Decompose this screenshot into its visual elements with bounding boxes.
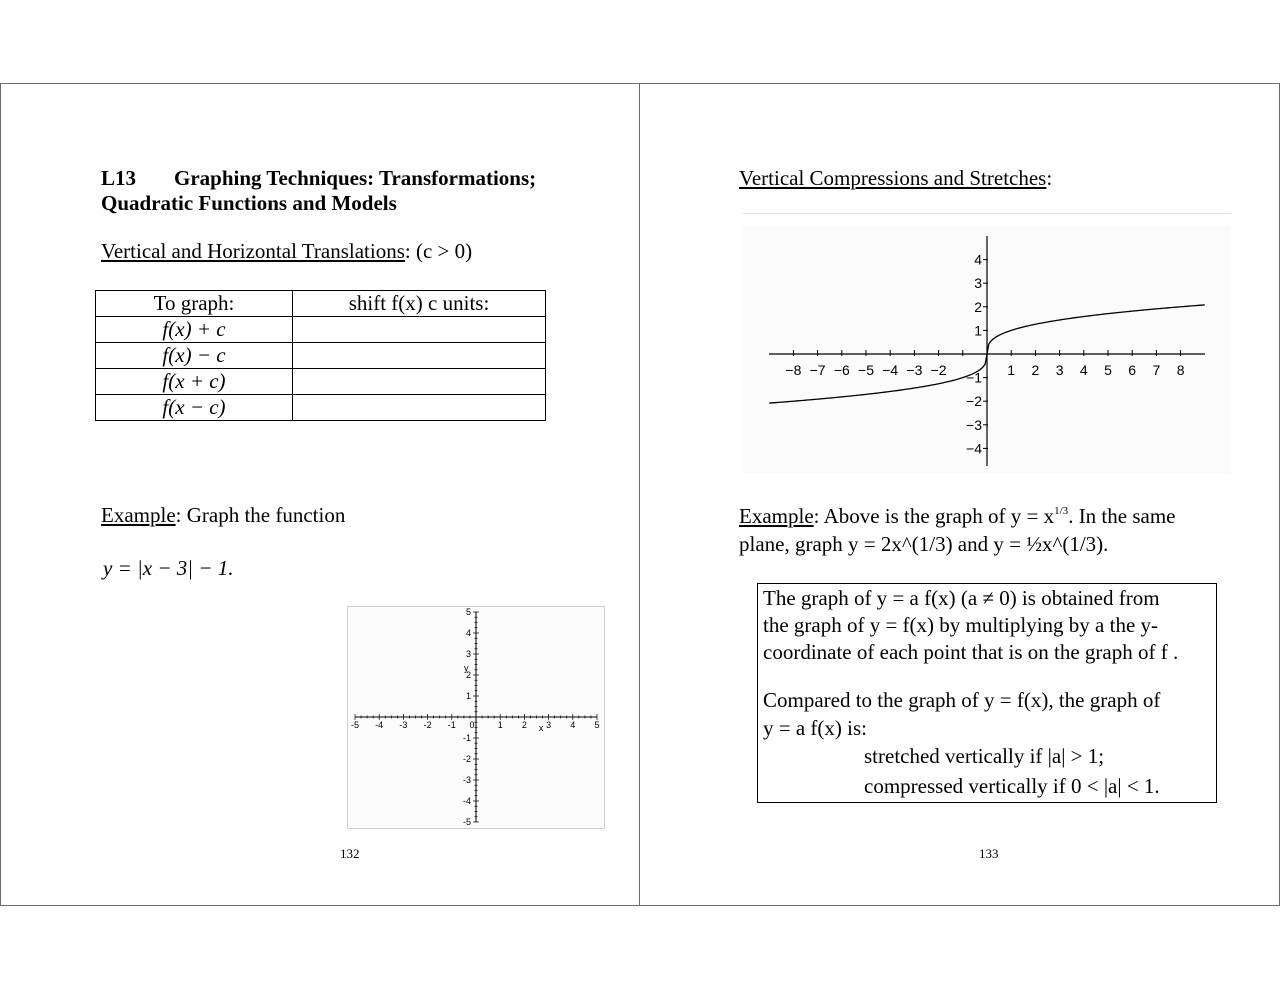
y-tick-label: −4 <box>966 440 982 457</box>
y-tick-label: −1 <box>966 369 982 386</box>
y-tick-label: 2 <box>465 670 471 680</box>
x-tick-label: 4 <box>1079 362 1088 378</box>
x-tick-label: 2 <box>521 720 527 730</box>
y-tick-label: -3 <box>462 775 471 785</box>
x-tick-label: 5 <box>594 720 600 730</box>
table-cell-function: f(x) − c <box>96 343 293 369</box>
table-cell-blank <box>293 317 546 343</box>
y-tick-label: 5 <box>465 607 471 617</box>
rule-line-2: the graph of y = f(x) by multiplying by a the y- <box>763 613 1159 637</box>
x-tick-label: 5 <box>1104 362 1112 378</box>
rule-line-compressed: compressed vertically if 0 < |a| < 1. <box>864 774 1160 798</box>
cube-root-chart <box>743 226 1231 474</box>
y-tick-label: 4 <box>465 628 471 638</box>
right-heading-row <box>739 166 1052 191</box>
x-tick-label: 0 <box>469 720 475 730</box>
lesson-title-line1: Graphing Techniques: Transformations; <box>174 166 537 190</box>
left-page-number: 132 <box>340 846 360 861</box>
rule-line-4: Compared to the graph of y = f(x), the graph of <box>763 688 1161 712</box>
x-tick-label: −7 <box>809 362 826 378</box>
x-tick-label: −4 <box>882 362 899 378</box>
x-tick-label: -4 <box>375 720 384 730</box>
table-header-row <box>96 291 546 317</box>
table-cell-blank <box>293 343 546 369</box>
x-tick-label: 1 <box>1007 362 1016 378</box>
rule-line-3: coordinate of each point that is on the graph of f . <box>763 640 1179 664</box>
left-example-row <box>101 503 345 528</box>
x-tick-label: 2 <box>1031 362 1040 378</box>
right-heading: Vertical Compressions and Stretches <box>739 166 1047 190</box>
y-axis-label: y <box>464 662 469 673</box>
x-tick-label: −8 <box>785 362 802 378</box>
table-row <box>96 343 546 369</box>
scaling-rule-box <box>757 583 1217 803</box>
x-tick-label: 3 <box>1055 362 1064 378</box>
right-example-text-b: . In the same <box>1068 504 1176 528</box>
right-example-text-a: : Above is the graph of y = x <box>813 504 1055 528</box>
x-tick-label: 8 <box>1176 362 1185 378</box>
translations-condition: : (c > 0) <box>404 239 473 263</box>
left-example-equation: y = |x − 3| − 1. <box>103 556 234 580</box>
table-row <box>96 317 546 343</box>
x-tick-label: 1 <box>497 720 503 730</box>
y-tick-label: 3 <box>974 275 982 292</box>
table-row <box>96 395 546 421</box>
x-tick-label: -3 <box>399 720 408 730</box>
right-heading-colon: : <box>1046 166 1053 190</box>
table-cell-blank <box>293 395 546 421</box>
table-cell-function: f(x + c) <box>96 369 293 395</box>
right-page-number: 133 <box>979 846 999 861</box>
y-tick-label: -1 <box>462 733 471 743</box>
y-tick-label: -4 <box>462 796 471 806</box>
exponent-one-third: 1/3 <box>1054 505 1069 517</box>
x-tick-label: -1 <box>447 720 456 730</box>
y-tick-label: 2 <box>974 298 982 315</box>
x-tick-label: 3 <box>546 720 552 730</box>
lesson-number: L13 <box>101 166 137 190</box>
y-tick-label: −2 <box>966 393 982 410</box>
rule-line-5: y = a f(x) is: <box>763 716 867 740</box>
x-tick-label: 4 <box>570 720 576 730</box>
translations-heading-row <box>101 239 472 264</box>
table-header-to-graph: To graph: <box>96 291 293 317</box>
x-tick-label: 7 <box>1152 362 1161 378</box>
table-cell-blank <box>293 369 546 395</box>
x-axis-label: x <box>538 723 544 733</box>
y-tick-label: -2 <box>462 754 471 764</box>
x-tick-label: -5 <box>350 720 360 730</box>
x-tick-label: −5 <box>858 362 874 378</box>
x-tick-label: −6 <box>833 362 850 378</box>
right-example-line2: plane, graph y = 2x^(1/3) and y = ½x^(1/3). <box>739 532 1109 556</box>
y-tick-label: 1 <box>974 322 982 339</box>
y-tick-label: -5 <box>462 817 471 827</box>
translations-table <box>95 290 546 421</box>
x-tick-label: −2 <box>930 362 947 378</box>
right-example-line1 <box>739 499 1175 529</box>
x-tick-label: 6 <box>1128 362 1137 378</box>
rule-line-stretched: stretched vertically if |a| > 1; <box>864 744 1105 768</box>
blank-coordinate-grid <box>347 606 605 829</box>
y-tick-label: 1 <box>465 691 471 701</box>
table-header-shift: shift f(x) c units: <box>293 291 546 317</box>
y-tick-label: 4 <box>974 251 982 268</box>
translations-heading: Vertical and Horizontal Translations <box>101 239 405 263</box>
table-cell-function: f(x) + c <box>96 317 293 343</box>
lesson-title-line2: Quadratic Functions and Models <box>101 191 397 215</box>
page-divider <box>639 83 640 906</box>
x-tick-label: −3 <box>906 362 923 378</box>
y-tick-label: 3 <box>465 649 471 659</box>
table-row <box>96 369 546 395</box>
left-example-text: : Graph the function <box>175 503 346 527</box>
separator-line <box>743 213 1231 214</box>
x-tick-label: -2 <box>423 720 432 730</box>
left-example-label: Example <box>101 503 176 527</box>
right-example-label: Example <box>739 504 814 528</box>
rule-line-1: The graph of y = a f(x) (a ≠ 0) is obtained from <box>763 586 1160 610</box>
y-tick-label: −3 <box>966 416 982 433</box>
table-cell-function: f(x − c) <box>96 395 293 421</box>
